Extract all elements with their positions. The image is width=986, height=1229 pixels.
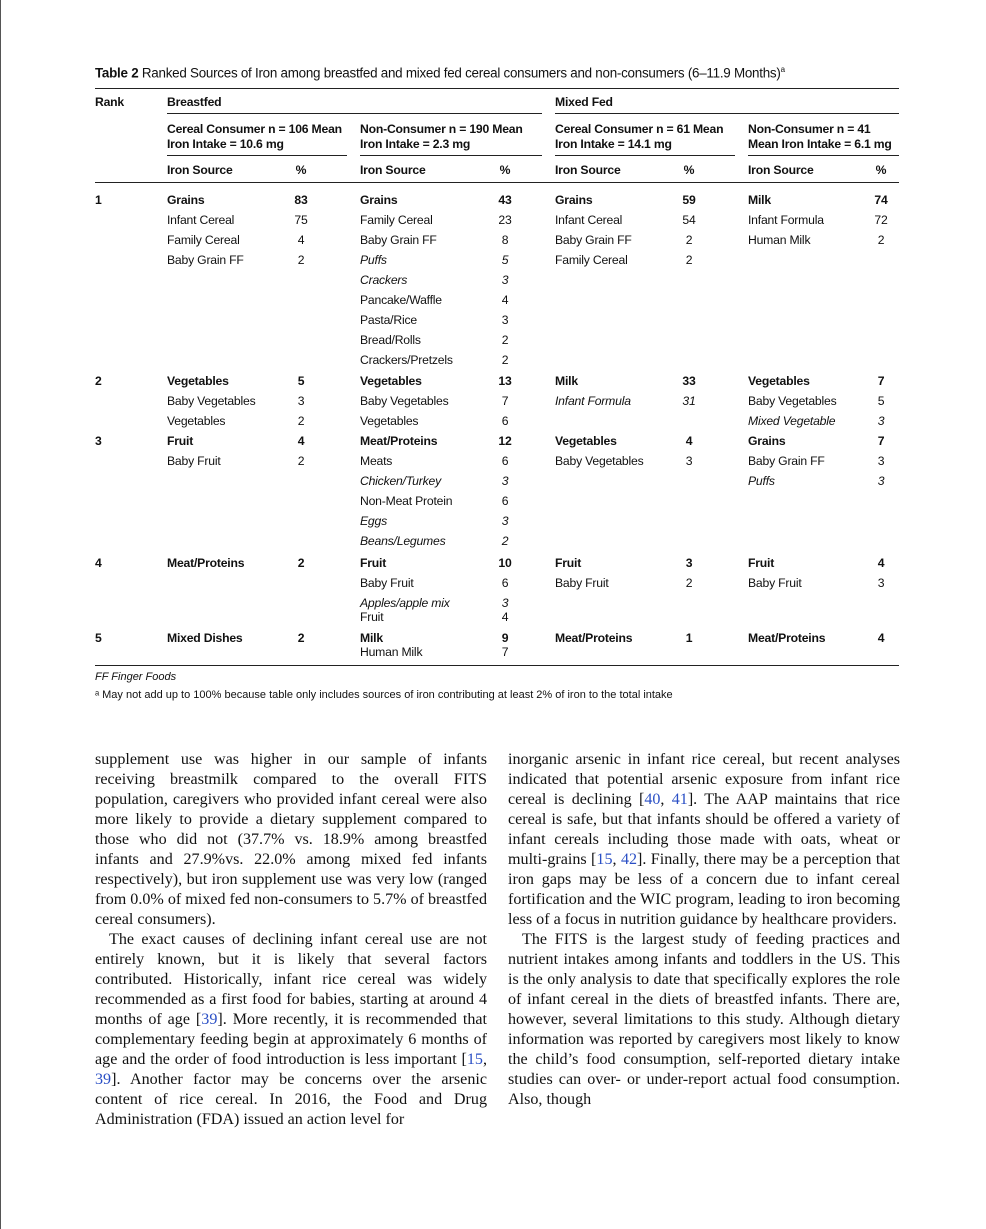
percent-cell: 31 [682, 394, 696, 408]
percent-cell: 9 [501, 631, 509, 645]
iron-source-cell: Grains [748, 434, 786, 448]
percent-cell: 4 [297, 233, 305, 247]
percent-cell: 6 [501, 494, 509, 508]
citation-link[interactable]: 15 [596, 851, 613, 868]
iron-source-cell: Grains [167, 193, 205, 207]
header-bottom-rule [95, 182, 899, 183]
percent-cell: 7 [501, 394, 509, 408]
percent-cell: 74 [874, 193, 888, 207]
iron-source-cell: Puffs [360, 253, 387, 267]
percent-cell: 33 [682, 374, 696, 388]
percent-cell: 54 [682, 213, 696, 227]
citation-link[interactable]: 41 [671, 791, 688, 808]
percent-cell: 2 [877, 233, 885, 247]
iron-source-cell: Family Cereal [555, 253, 628, 267]
citation-link[interactable]: 39 [95, 1071, 112, 1088]
iron-source-cell: Vegetables [167, 374, 229, 388]
body-paragraph: inorganic arsenic in infant rice cereal, but recent analyses indicated that potential arsenic exposure from infant rice cereal is declining [40, 41]. The AAP maintains that rice cereal is safe, but that infants should be offered a variety of infant cereals including those made with oats, wheat or multi-grains [15, 42]. Finally, there may be a perception that iron gaps may be less of a concern due to infant cereal fortification and the WIC program, leading to iron becoming less of a focus in nutrition guidance by healthcare providers. [508, 751, 900, 928]
iron-source-cell: Infant Cereal [167, 213, 235, 227]
iron-source-cell: Crackers [360, 273, 408, 287]
iron-source-cell: Infant Formula [748, 213, 824, 227]
iron-source-cell: Fruit [360, 556, 387, 570]
percent-cell: 4 [877, 631, 885, 645]
percent-cell: 2 [297, 414, 305, 428]
iron-source-cell: Family Cereal [360, 213, 433, 227]
group-header-line1: Non-Consumer n = 41 [748, 122, 871, 136]
table-title: Ranked Sources of Iron among breastfed and mixed fed cereal consumers and non-consumers (6–11.9 Months) [141, 65, 781, 81]
iron-source-cell: Pasta/Rice [360, 313, 417, 327]
percent-cell: 3 [877, 576, 885, 590]
caption-footnote-mark: a [780, 65, 785, 74]
mixed-fed-header: Mixed Fed [555, 95, 613, 109]
mixed-fed-rule [555, 113, 899, 114]
citation-link[interactable]: 40 [644, 791, 661, 808]
percent-cell: 5 [877, 394, 885, 408]
percent-cell: 6 [501, 414, 509, 428]
iron-source-cell: Infant Formula [555, 394, 631, 408]
group-header-line1: Cereal Consumer n = 106 Mean [167, 122, 342, 136]
percent-cell: 1 [685, 631, 693, 645]
percent-cell: 5 [297, 374, 305, 388]
citation-link[interactable]: 42 [620, 851, 638, 868]
percent-header: % [683, 163, 695, 177]
iron-source-cell: Baby Fruit [360, 576, 414, 590]
percent-cell: 7 [501, 645, 509, 659]
breastfed-header: Breastfed [167, 95, 222, 109]
footnote-ff [95, 671, 176, 683]
percent-cell: 12 [498, 434, 512, 448]
iron-source-cell: Meat/Proteins [360, 434, 438, 448]
percent-cell: 43 [498, 193, 512, 207]
percent-cell: 72 [874, 213, 888, 227]
group-header-line2: Mean Iron Intake = 6.1 mg [748, 137, 892, 151]
percent-cell: 3 [501, 273, 509, 287]
iron-source-cell: Milk [555, 374, 578, 388]
percent-cell: 8 [501, 233, 509, 247]
percent-cell: 2 [501, 534, 509, 548]
percent-cell: 2 [297, 556, 305, 570]
percent-cell: 2 [297, 631, 305, 645]
percent-cell: 4 [877, 556, 885, 570]
iron-source-cell: Baby Fruit [555, 576, 609, 590]
group-rule [360, 155, 542, 156]
percent-cell: 23 [498, 213, 512, 227]
citation-link[interactable]: 15 [466, 1051, 483, 1068]
iron-source-cell: Grains [360, 193, 398, 207]
iron-source-cell: Baby Grain FF [360, 233, 437, 247]
iron-source-cell: Vegetables [167, 414, 226, 428]
percent-cell: 3 [685, 556, 693, 570]
body-paragraph: supplement use was higher in our sample of infants receiving breastmilk compared to the overall FITS population, caregivers who provided infant cereal were also more likely to provide a dietary supplement compared to those who did not (37.7% vs. 18.9% among breastfed infants and 27.9%vs. 22.0% among mixed fed infants respectively), but iron supplement use was very low (ranged from 0.0% of mixed fed non-consumers to 5.7% of breastfed cereal consumers). [95, 751, 487, 928]
iron-source-cell: Pancake/Waffle [360, 293, 442, 307]
iron-source-cell: Milk [748, 193, 771, 207]
iron-source-cell: Mixed Vegetable [748, 414, 836, 428]
percent-cell: 59 [682, 193, 696, 207]
iron-source-header: Iron Source [360, 163, 426, 177]
iron-source-cell: Apples/apple mix [360, 596, 450, 610]
body-paragraph: The FITS is the largest study of feeding practices and nutrient intakes among infants and toddlers in the US. This is the only analysis to date that specifically explores the role of infant cereal in the diets of breastfed infants. There are, however, several limitations to this study. Although dietary information was reported by caregivers most likely to know the child’s food consumption, self-reported dietary intake studies can over- or under-report actual food consumption. Also, though [508, 931, 900, 1108]
group-header-line2: Iron Intake = 10.6 mg [167, 137, 284, 151]
iron-source-header: Iron Source [748, 163, 814, 177]
citation-link[interactable]: 39 [201, 1011, 218, 1028]
iron-source-cell: Baby Fruit [748, 576, 802, 590]
percent-header: % [499, 163, 511, 177]
percent-cell: 3 [685, 454, 693, 468]
iron-source-cell: Baby Fruit [167, 454, 221, 468]
iron-source-cell: Fruit [748, 556, 775, 570]
percent-cell: 7 [877, 374, 885, 388]
rank-header: Rank [95, 95, 125, 109]
iron-source-cell: Meat/Proteins [748, 631, 826, 645]
percent-cell: 3 [501, 596, 509, 610]
group-header-line1: Cereal Consumer n = 61 Mean [555, 122, 724, 136]
percent-cell: 3 [877, 454, 885, 468]
iron-source-cell: Vegetables [360, 374, 422, 388]
iron-source-cell: Baby Grain FF [555, 233, 632, 247]
iron-source-cell: Baby Vegetables [555, 454, 644, 468]
percent-cell: 2 [501, 353, 509, 367]
percent-cell: 4 [685, 434, 693, 448]
page-left-border [0, 0, 1, 1229]
iron-source-cell: Baby Vegetables [360, 394, 449, 408]
group-header-line2: Iron Intake = 2.3 mg [360, 137, 471, 151]
percent-cell: 75 [294, 213, 308, 227]
percent-cell: 4 [501, 293, 509, 307]
percent-header: % [875, 163, 887, 177]
percent-cell: 4 [501, 610, 509, 624]
iron-source-header: Iron Source [167, 163, 233, 177]
percent-cell: 13 [498, 374, 512, 388]
iron-source-cell: Fruit [555, 556, 582, 570]
group-header-line2: Iron Intake = 14.1 mg [555, 137, 672, 151]
body-column-right [508, 750, 900, 1110]
iron-source-cell: Vegetables [360, 414, 419, 428]
percent-header: % [295, 163, 307, 177]
iron-source-cell: Non-Meat Protein [360, 494, 453, 508]
rank-label: 5 [95, 631, 102, 645]
iron-source-cell: Milk [360, 631, 383, 645]
iron-source-cell: Human Milk [360, 645, 423, 659]
iron-source-cell: Human Milk [748, 233, 811, 247]
footnote-a: ᵃ May not add up to 100% because table only includes sources of iron contributing at least 2% of iron to the total intake [95, 689, 673, 701]
percent-cell: 83 [294, 193, 308, 207]
iron-source-cell: Baby Grain FF [748, 454, 825, 468]
iron-source-cell: Meats [360, 454, 393, 468]
iron-source-cell: Baby Grain FF [167, 253, 244, 267]
group-header-line1: Non-Consumer n = 190 Mean [360, 122, 523, 136]
iron-source-cell: Fruit [360, 610, 384, 624]
iron-source-cell: Beans/Legumes [360, 534, 446, 548]
iron-source-cell: Chicken/Turkey [360, 474, 441, 488]
percent-cell: 3 [501, 313, 509, 327]
table-label: Table 2 [95, 65, 139, 81]
percent-cell: 2 [501, 333, 509, 347]
percent-cell: 3 [501, 514, 509, 528]
footnote-ff-text: FF Finger Foods [95, 671, 177, 683]
rank-label: 2 [95, 374, 102, 388]
iron-source-cell: Bread/Rolls [360, 333, 421, 347]
iron-source-cell: Fruit [167, 434, 194, 448]
percent-cell: 3 [297, 394, 305, 408]
percent-cell: 2 [297, 253, 305, 267]
percent-cell: 4 [297, 434, 305, 448]
percent-cell: 2 [685, 576, 693, 590]
iron-source-cell: Infant Cereal [555, 213, 623, 227]
percent-cell: 3 [877, 474, 885, 488]
percent-cell: 6 [501, 454, 509, 468]
rank-label: 1 [95, 193, 102, 207]
table-bottom-rule [95, 665, 899, 666]
rank-label: 4 [95, 556, 102, 570]
percent-cell: 6 [501, 576, 509, 590]
iron-source-cell: Eggs [360, 514, 387, 528]
iron-source-cell: Baby Vegetables [167, 394, 256, 408]
percent-cell: 2 [685, 253, 693, 267]
iron-source-header: Iron Source [555, 163, 621, 177]
group-rule [167, 155, 347, 156]
table-caption [95, 65, 905, 80]
iron-source-cell: Meat/Proteins [555, 631, 633, 645]
iron-source-cell: Baby Vegetables [748, 394, 837, 408]
percent-cell: 5 [501, 253, 509, 267]
percent-cell: 10 [498, 556, 512, 570]
iron-source-cell: Vegetables [748, 374, 810, 388]
percent-cell: 2 [685, 233, 693, 247]
percent-cell: 3 [877, 414, 885, 428]
percent-cell: 2 [297, 454, 305, 468]
iron-source-cell: Vegetables [555, 434, 617, 448]
iron-source-cell: Puffs [748, 474, 775, 488]
iron-source-cell: Crackers/Pretzels [360, 353, 453, 367]
rank-label: 3 [95, 434, 102, 448]
iron-source-cell: Mixed Dishes [167, 631, 243, 645]
group-rule [555, 155, 735, 156]
group-rule [748, 155, 899, 156]
table-top-rule [95, 88, 899, 89]
body-column-left [95, 750, 487, 1130]
iron-source-cell: Meat/Proteins [167, 556, 245, 570]
breastfed-rule [167, 113, 542, 114]
body-paragraph: The exact causes of declining infant cereal use are not entirely known, but it is likely that several factors contributed. Historically, infant rice cereal was widely recommended as a first food for babies, starting at around 4 months of age [39]. More recently, it is recommended that complementary feeding begin at approximately 6 months of age and the order of food introduction is less important [15, 39]. Another factor may be concerns over the arsenic content of rice cereal. In 2016, the Food and Drug Administration (FDA) issued an action level for [95, 931, 488, 1128]
iron-source-cell: Family Cereal [167, 233, 240, 247]
percent-cell: 3 [501, 474, 509, 488]
percent-cell: 7 [877, 434, 885, 448]
iron-source-cell: Grains [555, 193, 593, 207]
